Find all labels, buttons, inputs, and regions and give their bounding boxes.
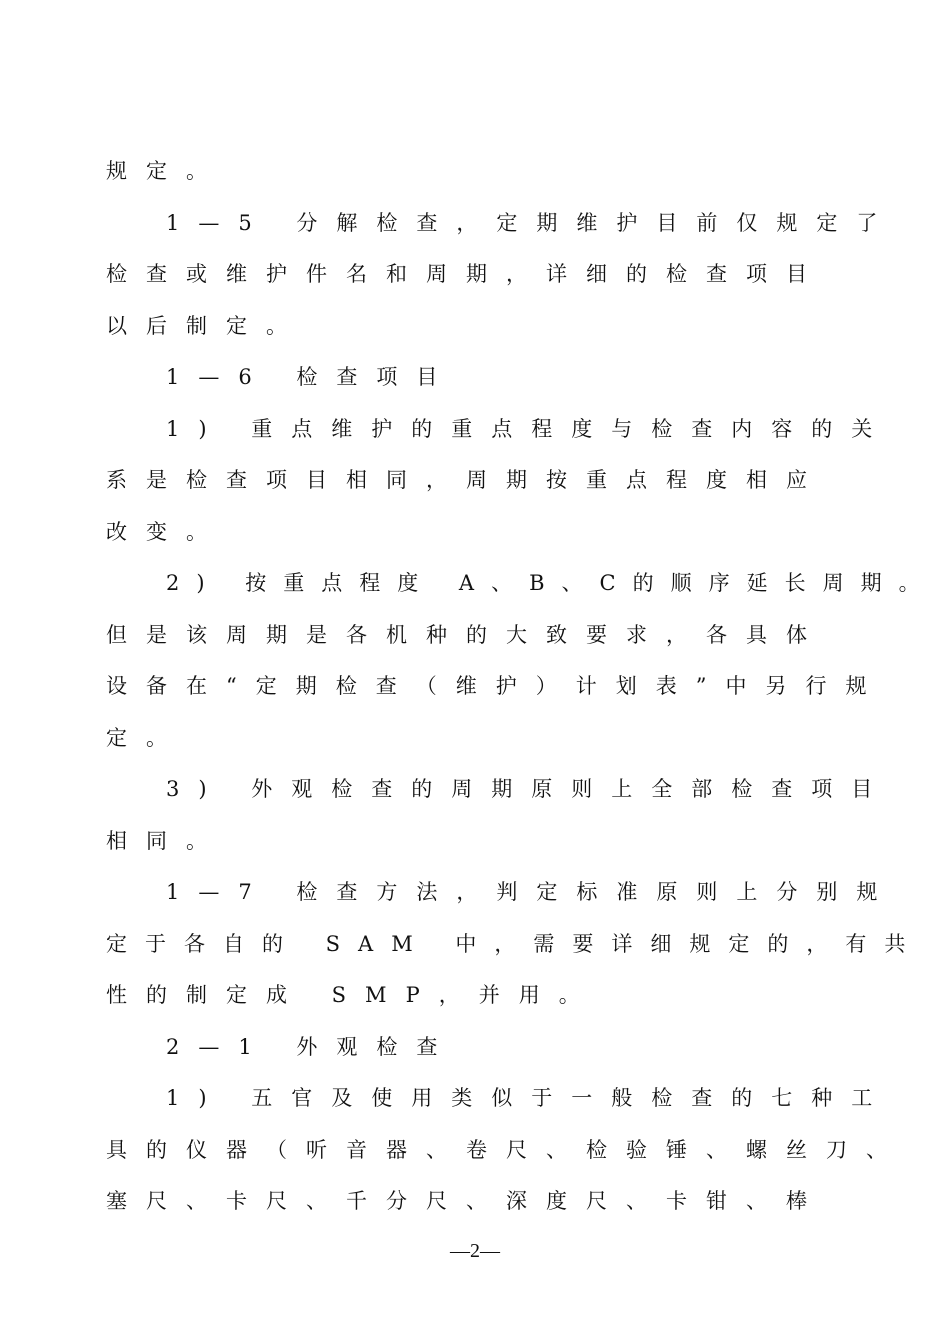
text-line: 设备在“定期检查（维护）计划表”中另行规 xyxy=(106,674,886,698)
section-heading: 2—1 外观检查 xyxy=(166,1034,457,1059)
text-line: 定于各自的 SAM 中，需要详细规定的，有共 xyxy=(106,931,924,956)
text-line: 定。 xyxy=(106,725,186,750)
text-line: 系是检查项目相同，周期按重点程度相应 xyxy=(106,468,826,492)
text-line: 塞尺、卡尺、千分尺、深度尺、卡钳、棒 xyxy=(106,1189,826,1213)
text-line: 但是该周期是各机种的大致要求，各具体 xyxy=(106,622,826,647)
text-line: 检查或维护件名和周期，详细的检查项目 xyxy=(106,262,826,286)
text-line: 具的仪器（听音器、卷尺、检验锤、螺丝刀、 xyxy=(106,1137,906,1162)
text-line: 2) 按重点程度 A、B、C的顺序延长周期。 xyxy=(166,571,937,595)
text-line: 性的制定成 SMP，并用。 xyxy=(106,983,599,1007)
document-body xyxy=(106,150,937,1232)
text-line: 1) 重点维护的重点程度与检查内容的关 xyxy=(166,416,892,441)
text-line: 改变。 xyxy=(106,519,226,544)
text-line: 1) 五官及使用类似于一般检查的七种工 xyxy=(166,1086,892,1110)
text-line: 3) 外观检查的周期原则上全部检查项目 xyxy=(166,777,892,801)
text-line: 规定。 xyxy=(106,159,226,183)
page-number: —2— xyxy=(450,1240,500,1262)
text-line: 1—5 分解检查，定期维护目前仅规定了 xyxy=(166,210,897,235)
text-line: 相同。 xyxy=(106,828,226,853)
text-line: 1—7 检查方法，判定标准原则上分别规 xyxy=(166,880,897,904)
section-heading: 1—6 检查项目 xyxy=(166,365,457,389)
text-line: 以后制定。 xyxy=(106,313,306,338)
